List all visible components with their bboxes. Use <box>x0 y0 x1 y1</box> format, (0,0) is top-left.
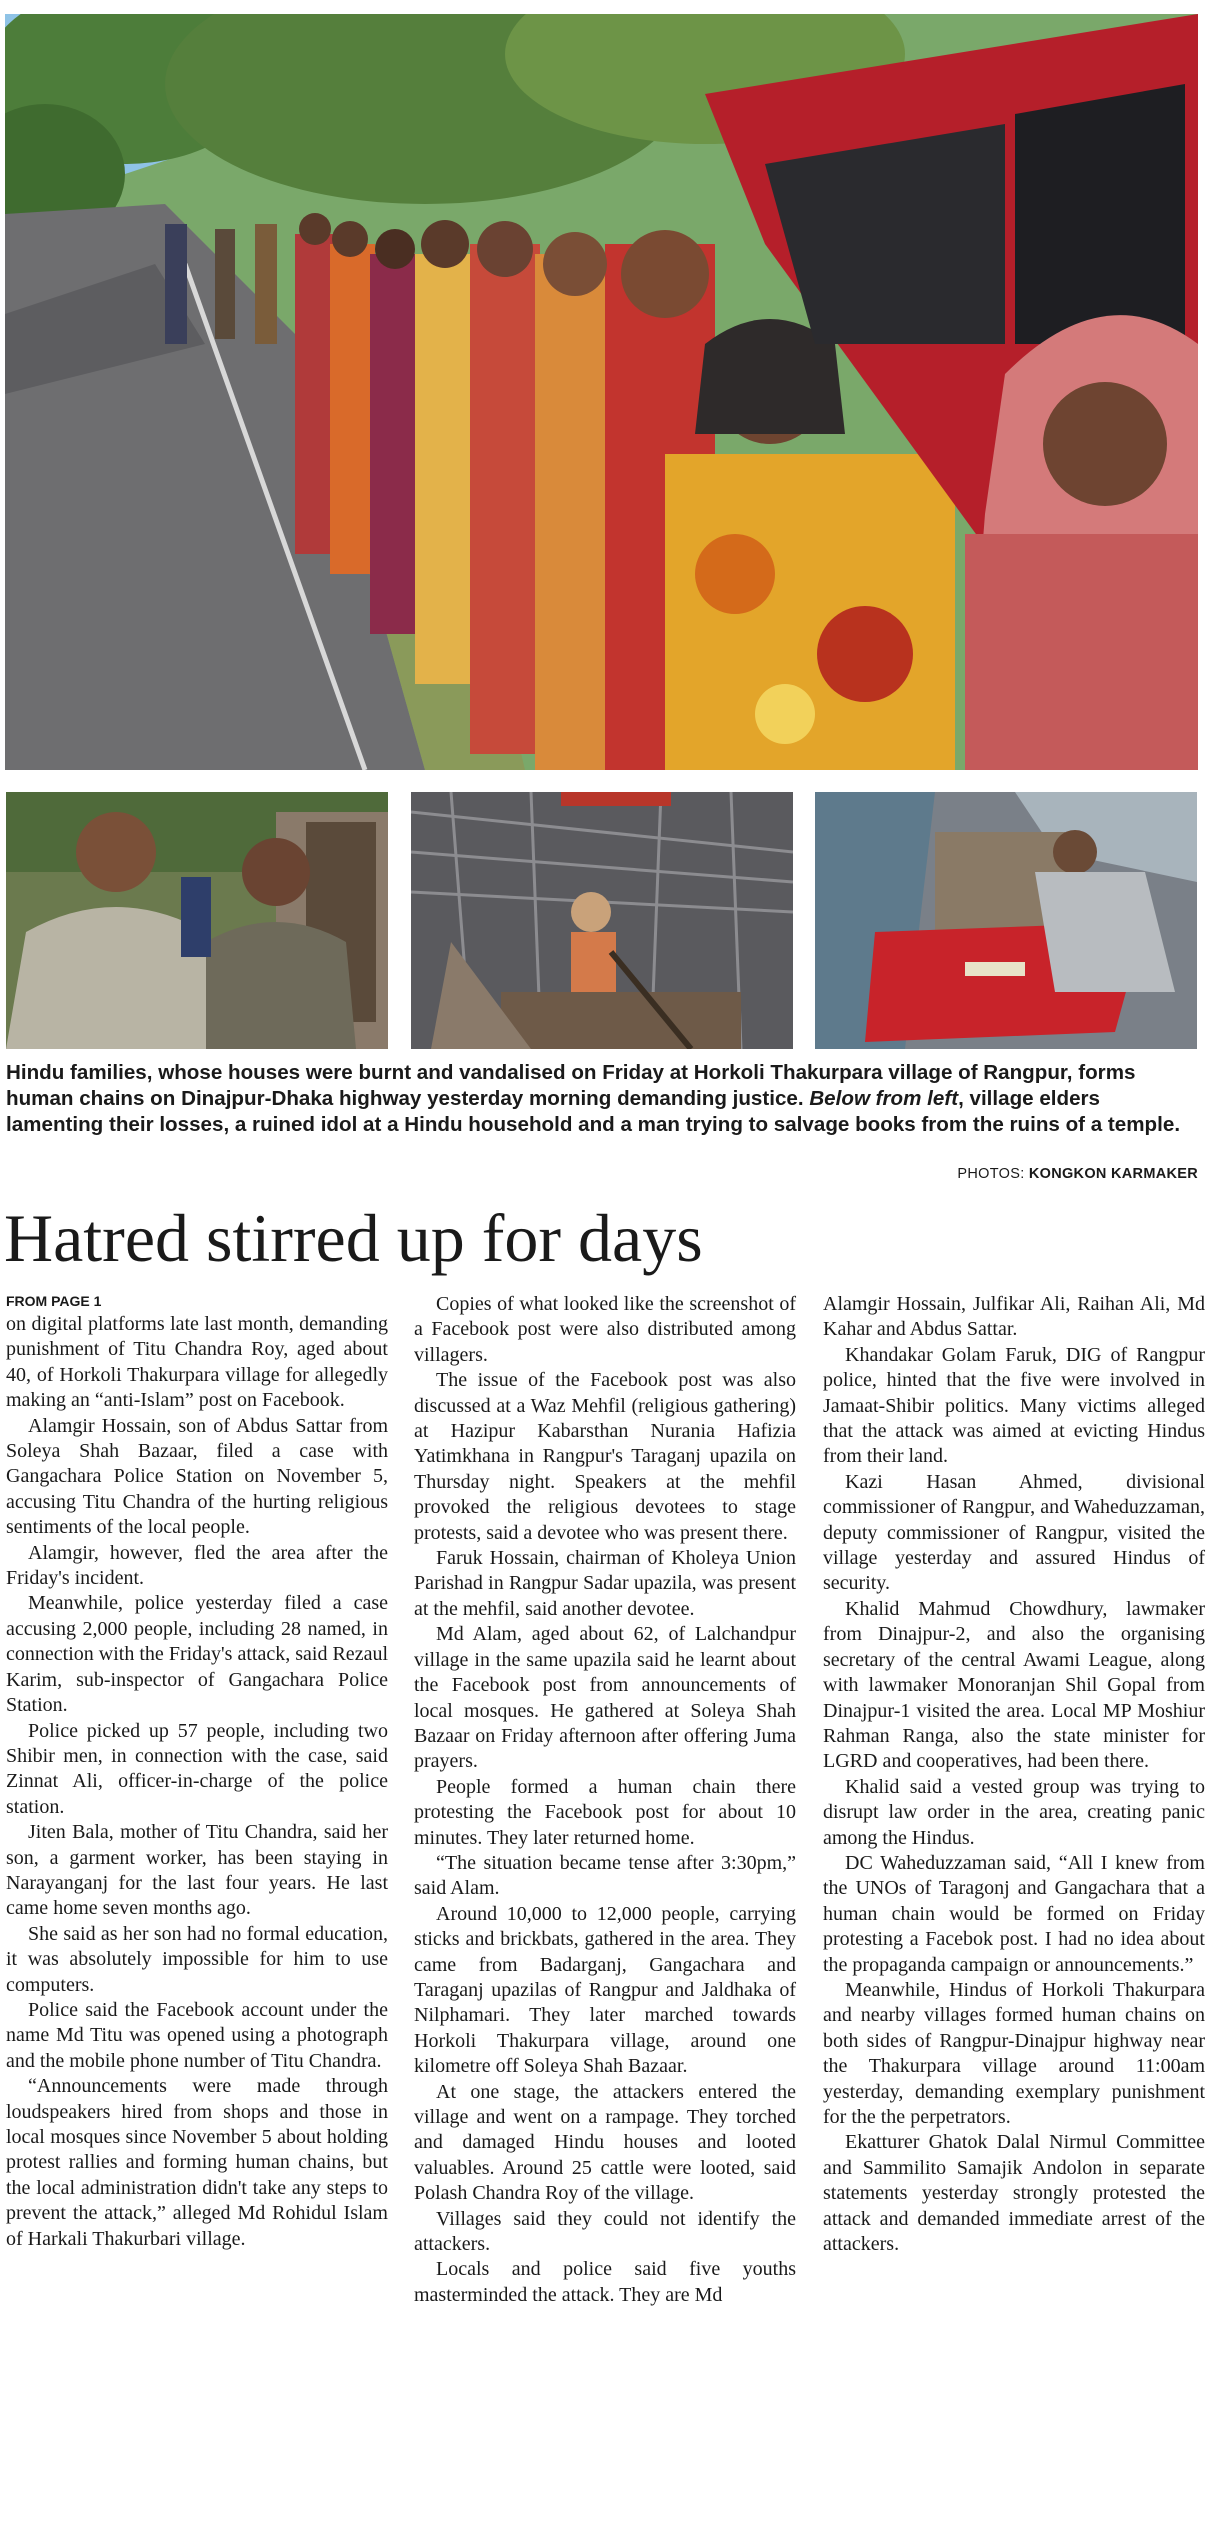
paragraph: on digital platforms late last month, demanding punishment of Titu Chandra Roy, aged about 40, of Horkoli Thakurpara village for allegedly making an “anti-Islam” post on Facebook. <box>6 1313 388 1412</box>
paragraph: “The situation became tense after 3:30pm,” said Alam. <box>414 1851 796 1900</box>
paragraph: She said as her son had no formal education, it was absolutely impossible for him to use computers. <box>6 1922 388 1996</box>
credit-name: KONGKON KARMAKER <box>1028 1166 1198 1182</box>
paragraph: Kazi Hasan Ahmed, divisional commissioner of Rangpur, and Waheduzzaman, deputy commissioner of Rangpur, visited the village yesterday and assured Hindus of security. <box>823 1470 1205 1595</box>
continued-from-kicker: FROM PAGE 1 <box>6 1293 102 1309</box>
main-photo-human-chain <box>5 14 1198 770</box>
paragraph: Faruk Hossain, chairman of Kholeya Union Parishad in Rangpur Sadar upazila, was present at the mehfil, said another devotee. <box>414 1547 796 1620</box>
paragraph: At one stage, the attackers entered the village and went on a rampage. They torched and damaged Hindu houses and looted valuables. Around 25 cattle were looted, said Polash Chandra Roy of the village. <box>414 2080 796 2205</box>
paragraph: Ekatturer Ghatok Dalal Nirmul Committee and Sammilito Samajik Andolon in separate statements yesterday strongly protested the attack and demanded immediate arrest of the attackers. <box>823 2131 1205 2256</box>
photo-caption <box>6 1060 1201 1138</box>
paragraph: Meanwhile, Hindus of Horkoli Thakurpara and nearby villages formed human chains on both sides of Rangpur-Dinajpur highway near the Thakurpara village around 11:00am yesterday, demanding exemplary punishment for the the perpetrators. <box>823 1978 1205 2128</box>
paragraph: Locals and police said five youths masterminded the attack. They are Md <box>414 2258 796 2306</box>
paragraph: “Announcements were made through loudspeakers hired from shops and those in local mosques since November 5 about holding protest rallies and forming human chains, but the local administration didn't take any steps to prevent the attack,” alleged Md Rohidul Islam of Harkali Thakurbari village. <box>6 2075 388 2250</box>
paragraph: Police said the Facebook account under the name Md Titu was opened using a photograph and the mobile phone number of Titu Chandra. <box>6 1998 388 2072</box>
article-column-2 <box>414 1292 796 2308</box>
paragraph: Copies of what looked like the screenshot of a Facebook post were also distributed among villagers. <box>414 1293 796 1366</box>
paragraph: Around 10,000 to 12,000 people, carrying sticks and brickbats, gathered in the area. They came from Badarganj, Gangachara and Taraganj upazilas of Rangpur and Jaldhaka of Nilphamari. They later marched towards Horkoli Thakurpara village, around one kilometre off Soleya Shah Bazaar. <box>414 1902 796 2078</box>
article-headline: Hatred stirred up for days <box>4 1200 703 1276</box>
paragraph: Police picked up 57 people, including two Shibir men, in connection with the case, said Zinnat Ali, officer-in-charge of the police station. <box>6 1719 388 1818</box>
paragraph: Villages said they could not identify the attackers. <box>414 2207 796 2256</box>
photo-ruined-idol <box>411 792 793 1049</box>
paragraph: Alamgir Hossain, Julfikar Ali, Raihan Ali, Md Kahar and Abdus Sattar. <box>823 1293 1205 1341</box>
paragraph: The issue of the Facebook post was also discussed at a Waz Mehfil (religious gathering) at Hazipur Kabarsthan Nurania Hafizia Yatimkhana in Rangpur's Taraganj upazila on Thursday night. Speakers at the mehfil provoked the religious devotees to stage protests, said a devotee who was present there. <box>414 1369 796 1544</box>
paragraph: Khalid said a vested group was trying to disrupt law order in the area, creating panic among the Hindus. <box>823 1775 1205 1849</box>
article-column-1 <box>6 1292 388 2252</box>
paragraph: Alamgir Hossain, son of Abdus Sattar from Soleya Shah Bazaar, filed a case with Gangachara Police Station on November 5, accusing Titu Chandra of the hurting religious sentiments of the local people. <box>6 1414 388 1539</box>
paragraph: People formed a human chain there protesting the Facebook post for about 10 minutes. They later returned home. <box>414 1775 796 1849</box>
paragraph: Khandakar Golam Faruk, DIG of Rangpur police, hinted that the five were involved in Jamaat-Shibir politics. Many victims alleged that the attack was aimed at evicting Hindus from their land. <box>823 1343 1205 1468</box>
caption-italic: Below from left <box>809 1087 959 1110</box>
paragraph: Meanwhile, police yesterday filed a case accusing 2,000 people, including 28 named, in connection with the Friday's attack, said Rezaul Karim, sub-inspector of Gangachara Police Station. <box>6 1592 388 1717</box>
paragraph: DC Waheduzzaman said, “All I knew from the UNOs of Taragonj and Gangachara that a human chain would be formed on Friday protesting a Facebok post. I had no idea about the propaganda campaign or announcements.” <box>823 1851 1205 1976</box>
caption-text-continued: , village elders lamenting their losses, a ruined idol at a Hindu household and a man trying to salvage books from the ruins of a temple. <box>6 1087 1181 1136</box>
paragraph: Khalid Mahmud Chowdhury, lawmaker from Dinajpur-2, and also the organising secretary of the central Awami League, along with lawmaker Monoranjan Shil Gopal from Dinajpur-1 visited the area. Local MP Moshiur Rahman Ranga, also the state minister for LGRD and cooperatives, had been there. <box>823 1597 1205 1773</box>
paragraph: Md Alam, aged about 62, of Lalchandpur village in the same upazila said he learnt about the Facebook post from announcements of local mosques. He gathered at Soleya Shah Bazaar on Friday afternoon after offering Juma prayers. <box>414 1623 796 1773</box>
credit-prefix: PHOTOS: <box>957 1166 1029 1182</box>
paragraph: Alamgir, however, fled the area after the Friday's incident. <box>6 1541 388 1590</box>
photo-village-elders <box>6 792 388 1049</box>
caption-text: Hindu families, whose houses were burnt and vandalised on Friday at Horkoli Thakurpara village of Rangpur, forms human chains on Dinajpur-Dhaka highway yesterday morning demanding justice. <box>6 1061 1136 1110</box>
paragraph: Jiten Bala, mother of Titu Chandra, said her son, a garment worker, has been staying in Narayanganj for the last four years. He last came home seven months ago. <box>6 1821 388 1920</box>
photo-credit <box>957 1166 1198 1182</box>
photo-salvaging-books <box>815 792 1197 1049</box>
article-column-3 <box>823 1292 1205 2257</box>
